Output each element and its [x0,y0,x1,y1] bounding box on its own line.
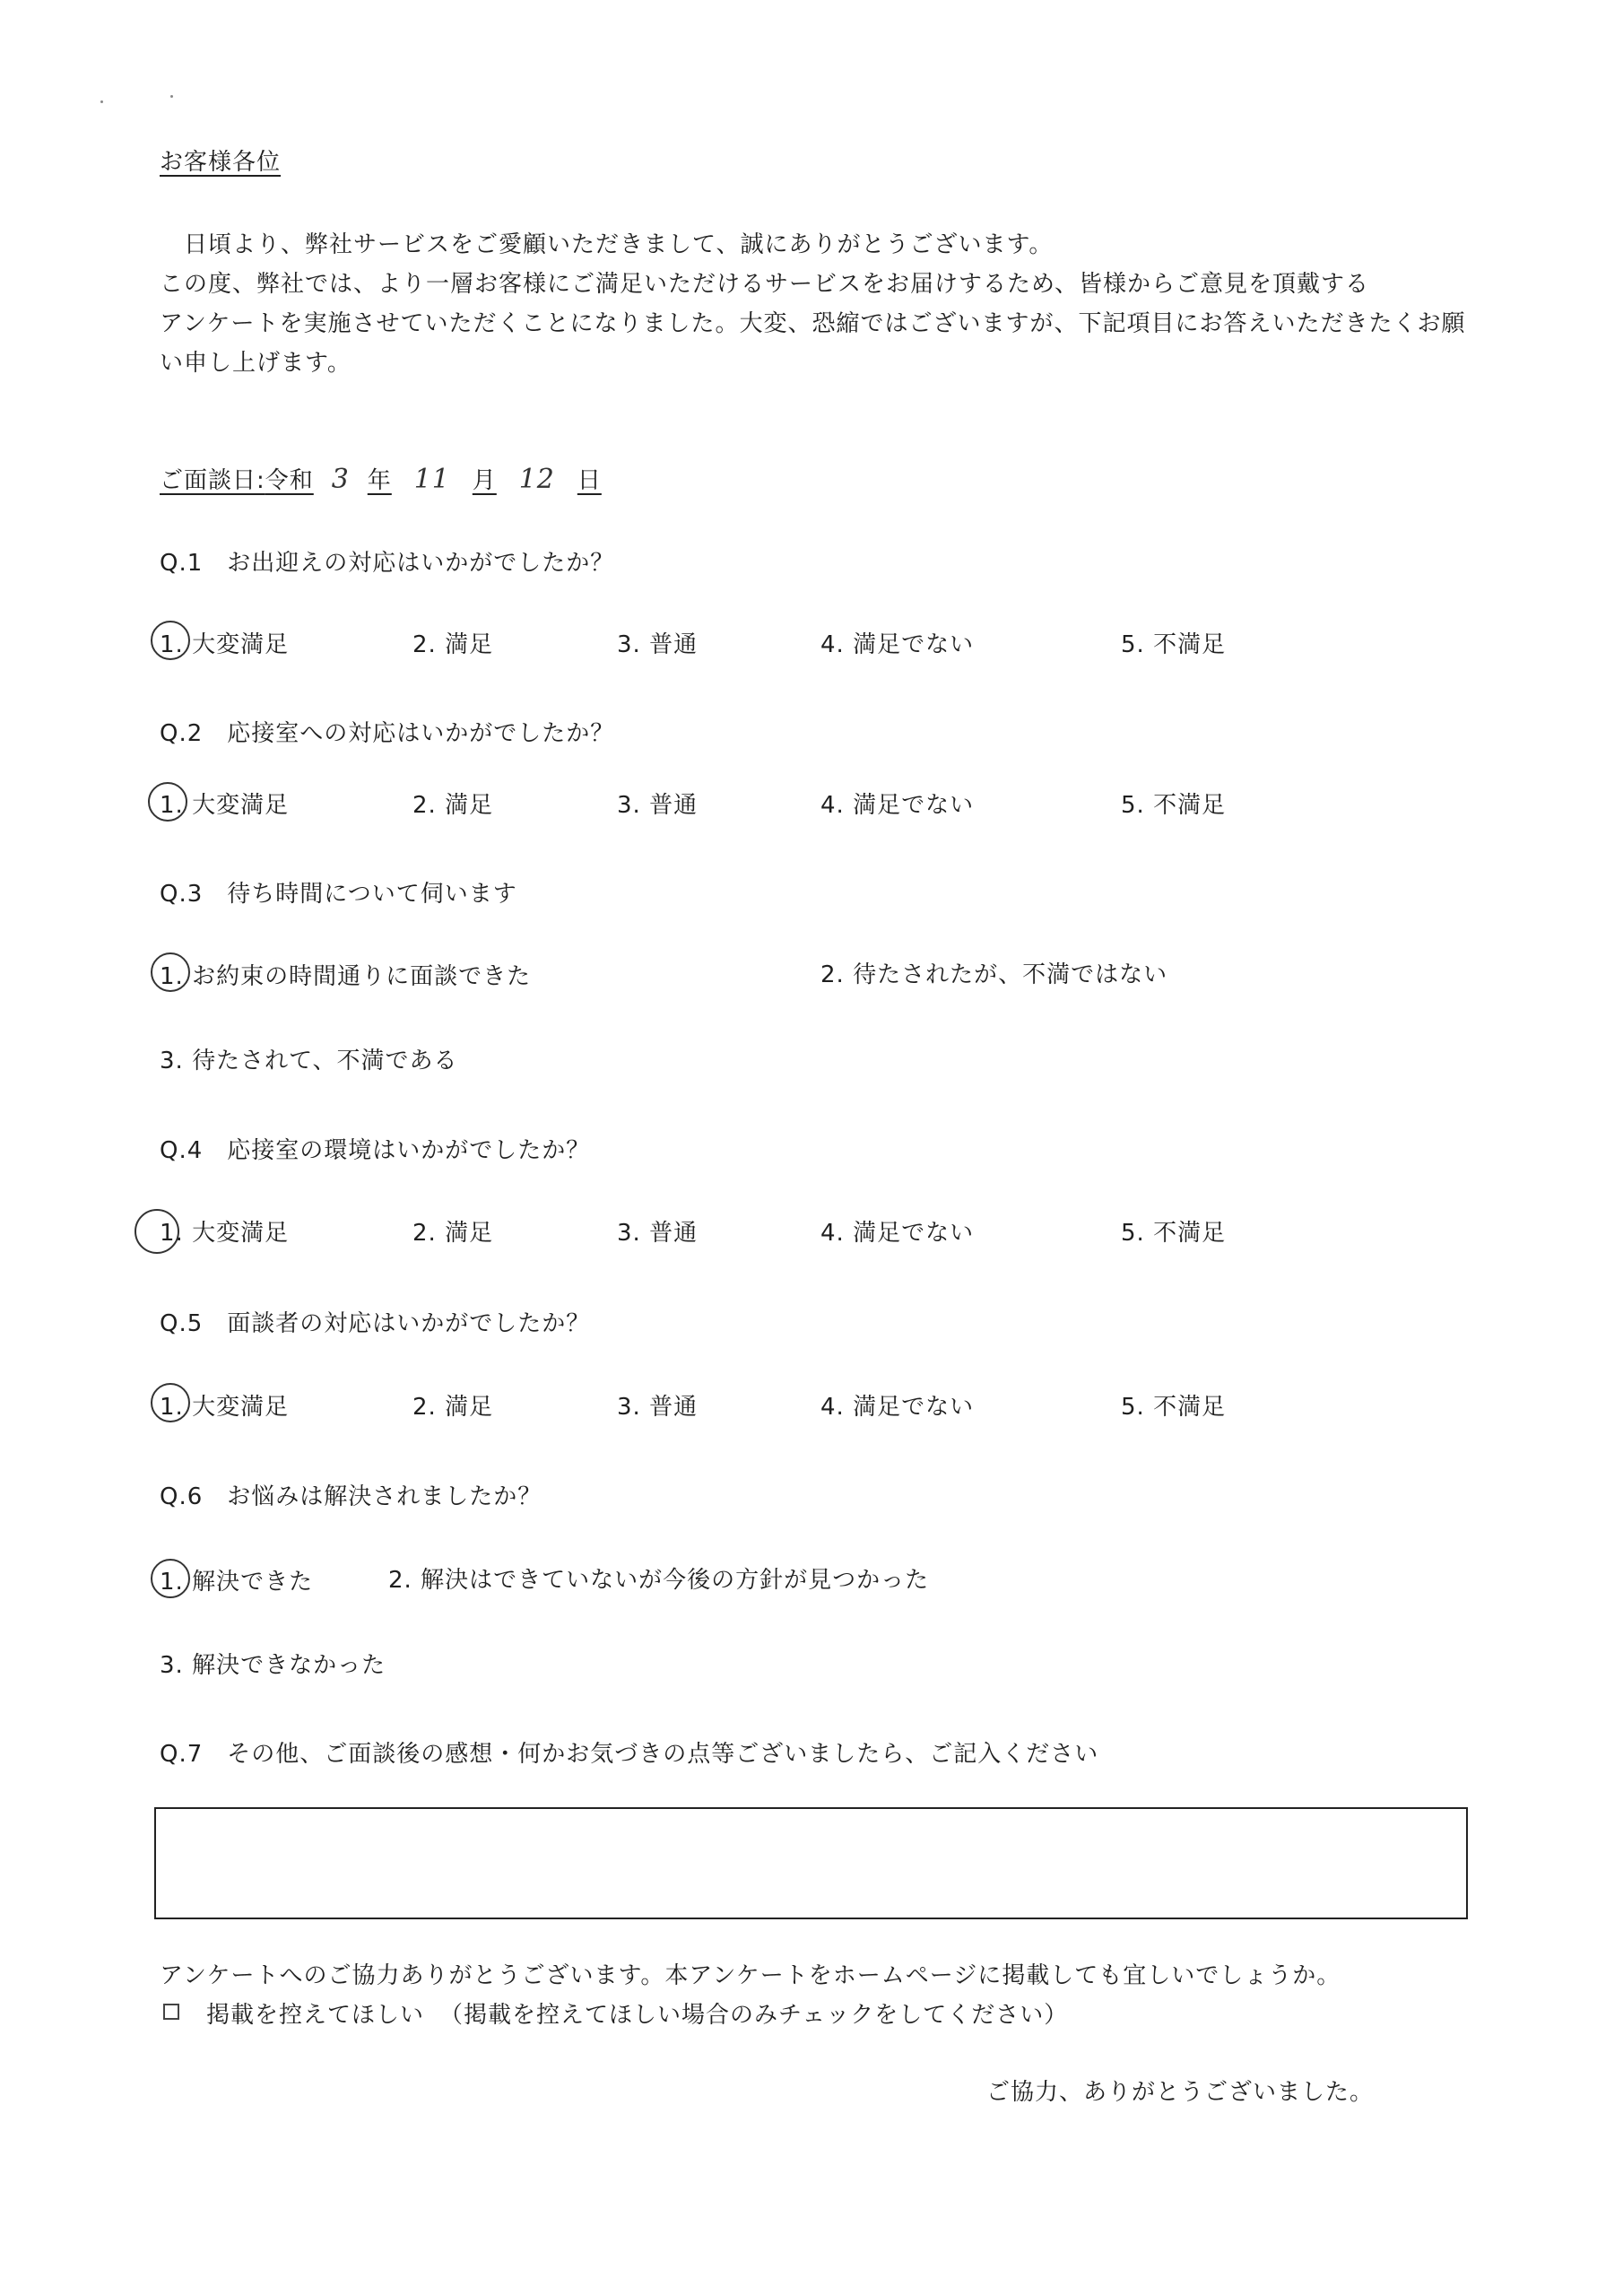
q6-option-2[interactable]: 2. 解決はできていないが今後の方針が見つかった [388,1567,930,1594]
q1-option-1[interactable]: 1. 大変満足 [160,631,290,658]
scan-speck [170,95,173,98]
q3-option-3[interactable]: 3. 待たされて、不満である [160,1048,458,1074]
bleed-through-text [699,2111,705,2126]
q4-option-4[interactable]: 4. 満足でない [820,1220,975,1247]
intro-line-2: この度、弊社では、より一層お客様にご満足いただけるサービスをお届けするため、皆様からご意見を頂戴する [160,271,1369,298]
date-month[interactable]: 11 [413,464,450,495]
q3-option-2[interactable]: 2. 待たされたが、不満ではない [820,961,1168,988]
q4-question: Q.4 応接室の環境はいかがでしたか？ [160,1137,591,1164]
q4-option-3[interactable]: 3. 普通 [617,1220,699,1247]
q7-question: Q.7 その他、ご面談後の感想・何かお気づきの点等ございましたら、ご記入ください [160,1741,1099,1768]
no-publish-label: 掲載を控えてほしい [206,2002,425,2029]
q1-question: Q.1 お出迎えの対応はいかがでしたか？ [160,550,615,577]
q7-comment-text [156,1809,1466,1827]
interview-date-line [160,462,602,495]
salutation: お客様各位 [160,149,282,176]
date-era: 令和 [265,467,314,494]
intro-line-1: 日頃より、弊社サービスをご愛顧いただきまして、誠にありがとうございます。 [184,231,1054,258]
no-publish-note: （掲載を控えてほしい場合のみチェックをしてください） [439,2002,1069,2029]
q1-option-5[interactable]: 5. 不満足 [1121,631,1227,658]
no-publish-checkbox[interactable] [163,2004,179,2020]
q4-option-5[interactable]: 5. 不満足 [1121,1220,1227,1247]
q5-option-3[interactable]: 3. 普通 [617,1394,699,1421]
q5-question: Q.5 面談者の対応はいかがでしたか？ [160,1310,591,1337]
q2-option-4[interactable]: 4. 満足でない [820,792,975,819]
date-year-unit: 年 [367,467,392,494]
q3-question: Q.3 待ち時間について伺います [160,881,517,908]
consent-text: アンケートへのご協力ありがとうございます。本アンケートをホームページに掲載しても宜しいでしょうか。 [160,1962,1341,1989]
date-label: ご面談日: [160,467,265,494]
q3-option-1[interactable]: 1. お約束の時間通りに面談できた [160,963,532,990]
q5-option-1[interactable]: 1. 大変満足 [160,1394,290,1421]
closing-message: ご協力、ありがとうございました。 [986,2079,1375,2106]
q6-option-3[interactable]: 3. 解決できなかった [160,1652,386,1679]
q2-question: Q.2 応接室への対応はいかがでしたか？ [160,720,615,747]
intro-line-3: アンケートを実施させていただくことになりました。大変、恐縮ではございますが、下記項目にお答えいただきたくお願 [160,310,1466,337]
q2-option-1[interactable]: 1. 大変満足 [160,792,290,819]
scan-speck [100,100,103,103]
date-month-unit: 月 [472,467,497,494]
q1-option-2[interactable]: 2. 満足 [412,631,494,658]
q2-option-3[interactable]: 3. 普通 [617,792,699,819]
q2-option-5[interactable]: 5. 不満足 [1121,792,1227,819]
q5-option-4[interactable]: 4. 満足でない [820,1394,975,1421]
q6-question: Q.6 お悩みは解決されましたか？ [160,1483,542,1510]
q2-option-2[interactable]: 2. 満足 [412,792,494,819]
date-year[interactable]: 3 [331,464,350,495]
q1-option-3[interactable]: 3. 普通 [617,631,699,658]
date-day-unit: 日 [577,467,602,494]
q7-comment-box[interactable] [154,1807,1468,1919]
q5-option-5[interactable]: 5. 不満足 [1121,1394,1227,1421]
q6-option-1[interactable]: 1. 解決できた [160,1569,314,1596]
q4-option-2[interactable]: 2. 満足 [412,1220,494,1247]
q4-option-1[interactable]: 1. 大変満足 [160,1220,290,1247]
date-day[interactable]: 12 [518,464,555,495]
q1-option-4[interactable]: 4. 満足でない [820,631,975,658]
q5-option-2[interactable]: 2. 満足 [412,1394,494,1421]
intro-line-4: い申し上げます。 [160,350,352,377]
